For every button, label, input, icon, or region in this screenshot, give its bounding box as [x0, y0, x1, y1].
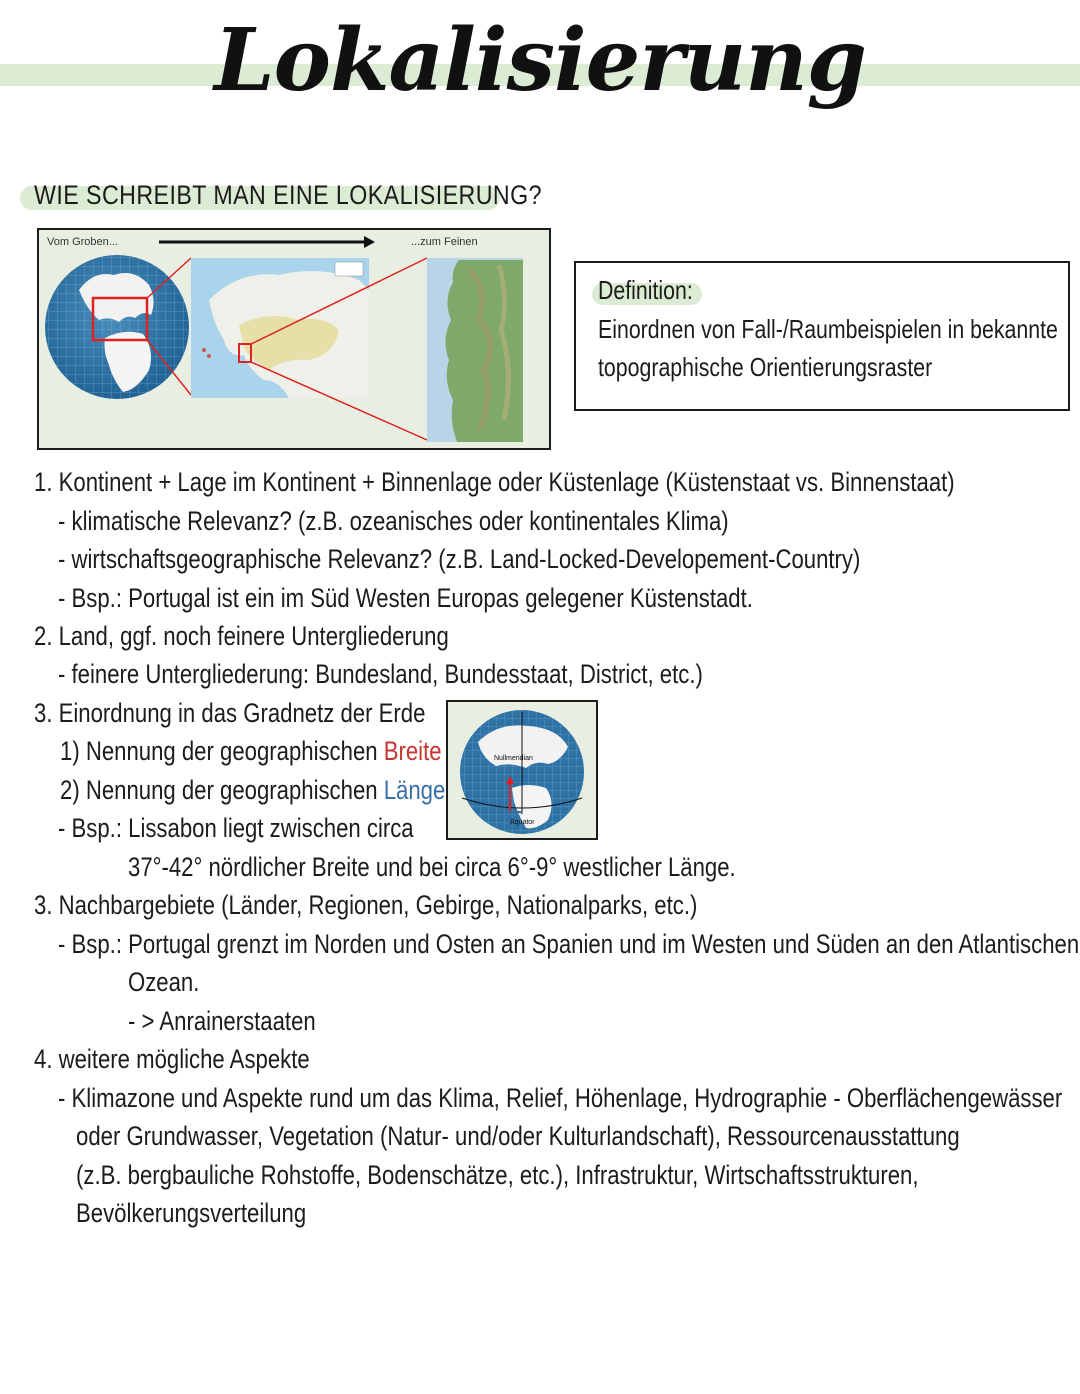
globe-graphic — [45, 255, 189, 399]
list-item: - feinere Untergliederung: Bundesland, Bundesstaat, District, etc.) — [58, 659, 703, 689]
section-heading: WIE SCHREIBT MAN EINE LOKALISIERUNG? — [34, 180, 542, 210]
longitude-word: Länge — [383, 775, 446, 805]
list-item — [60, 735, 442, 767]
meridian-label: Nullmeridian — [494, 755, 533, 762]
definition-line-1: Einordnen von Fall-/Raumbeispielen in bekannte — [598, 314, 1058, 344]
list-item: (z.B. bergbauliche Rohstoffe, Bodenschätze, etc.), Infrastruktur, Wirtschaftsstrukturen, — [76, 1160, 919, 1190]
gradnetz-globe — [446, 700, 598, 840]
equator-label: Äquator — [510, 819, 535, 826]
list-item: 3. Nachbargebiete (Länder, Regionen, Gebirge, Nationalparks, etc.) — [34, 890, 698, 920]
page-title: Lokalisierung — [214, 10, 866, 111]
list-item: - wirtschaftsgeographische Relevanz? (z.B. Land-Locked-Developement-Country) — [58, 544, 861, 574]
list-item: - klimatische Relevanz? (z.B. ozeanisches oder kontinentales Klima) — [58, 506, 729, 536]
list-item — [60, 774, 445, 806]
figure-label-left: Vom Groben... — [47, 236, 118, 248]
portugal-map — [427, 258, 523, 442]
list-item: - Bsp.: Portugal grenzt im Norden und Osten an Spanien und im Westen und Süden an den Atlantischen — [58, 929, 1080, 959]
list-item: 2. Land, ggf. noch feinere Untergliederung — [34, 621, 449, 651]
list-item: 3. Einordnung in das Gradnetz der Erde — [34, 698, 426, 728]
latitude-prefix: 1) Nennung der geographischen — [60, 736, 384, 766]
figure-label-right: ...zum Feinen — [411, 236, 478, 248]
europe-map — [191, 258, 369, 398]
list-item: 37°-42° nördlicher Breite und bei circa 6°-9° westlicher Länge. — [128, 852, 736, 882]
definition-title: Definition: — [598, 275, 693, 305]
latitude-word: Breite — [383, 736, 442, 766]
list-item: 1. Kontinent + Lage im Kontinent + Binnenlage oder Küstenlage (Küstenstaat vs. Binnenstaat) — [34, 467, 955, 497]
list-item: Bevölkerungsverteilung — [76, 1198, 307, 1228]
list-item: Ozean. — [128, 967, 200, 997]
gradnetz-graphic — [448, 702, 596, 838]
list-item: - Klimazone und Aspekte rund um das Klima, Relief, Höhenlage, Hydrographie - Oberflächengewässer — [58, 1083, 1063, 1113]
zoom-figure-graphic — [39, 230, 549, 448]
list-item: 4. weitere mögliche Aspekte — [34, 1044, 310, 1074]
list-item: - Bsp.: Portugal ist ein im Süd Westen Europas gelegener Küstenstadt. — [58, 583, 753, 613]
list-item: - Bsp.: Lissabon liegt zwischen circa — [58, 813, 414, 843]
list-item: oder Grundwasser, Vegetation (Natur- und/oder Kulturlandschaft), Ressourcenausstattung — [76, 1121, 960, 1151]
definition-line-2: topographische Orientierungsraster — [598, 352, 933, 382]
list-item: - > Anrainerstaaten — [128, 1006, 316, 1036]
zoom-figure — [37, 228, 551, 450]
longitude-prefix: 2) Nennung der geographischen — [60, 775, 384, 805]
